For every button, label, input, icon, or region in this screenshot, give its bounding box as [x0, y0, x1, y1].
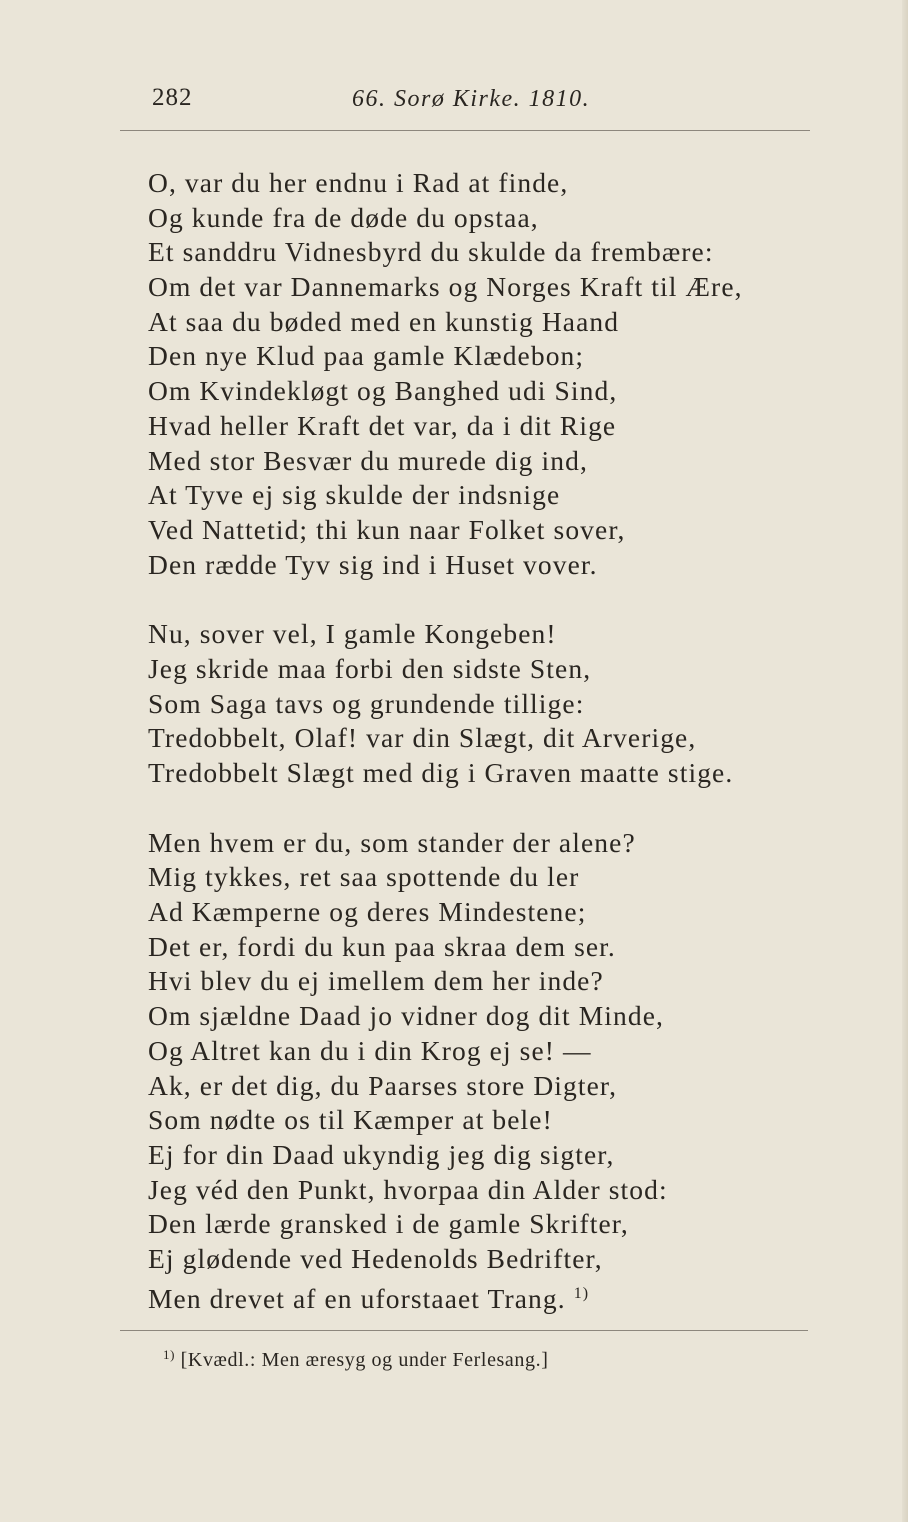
poem-line: Om sjældne Daad jo vidner dog dit Minde, — [148, 1000, 665, 1032]
poem-line: Tredobbelt, Olaf! var din Slægt, dit Arverige, — [148, 722, 697, 754]
poem-line: Som Saga tavs og grundende tillige: — [148, 687, 585, 719]
poem-line: Om det var Dannemarks og Norges Kraft til Ære, — [148, 271, 743, 303]
poem-line: Om Kvindekløgt og Banghed udi Sind, — [148, 375, 618, 407]
poem-line: Det er, fordi du kun paa skraa dem ser. — [148, 930, 616, 962]
poem-line: Og kunde fra de døde du opstaa, — [148, 201, 539, 233]
stanza — [148, 166, 848, 582]
poem-line: Og Altret kan du i din Krog ej se! — — [148, 1034, 592, 1066]
footnote-reference: 1) — [573, 1284, 590, 1302]
stanza — [148, 617, 848, 790]
poem-line: Den rædde Tyv sig ind i Huset vover. — [148, 548, 598, 580]
footnote — [163, 1347, 548, 1372]
poem-line: Men hvem er du, som stander der alene? — [148, 826, 636, 858]
header-rule — [120, 130, 810, 131]
poem-line: Den nye Klud paa gamle Klædebon; — [148, 340, 585, 372]
poem-line: Mig tykkes, ret saa spottende du ler — [148, 861, 580, 893]
footnote-marker: 1) — [163, 1347, 176, 1362]
running-header — [0, 84, 908, 120]
poem-line — [148, 1277, 848, 1312]
footnote-rule — [120, 1330, 808, 1331]
stanza — [148, 826, 848, 1312]
poem-line: Ak, er det dig, du Paarses store Digter, — [148, 1069, 618, 1101]
poem-line: Med stor Besvær du murede dig ind, — [148, 444, 588, 476]
poem-body — [148, 166, 848, 1314]
poem-line: Ved Nattetid; thi kun naar Folket sover, — [148, 513, 626, 545]
poem-line: O, var du her endnu i Rad at finde, — [148, 167, 569, 198]
poem-line: Jeg skride maa forbi den sidste Sten, — [148, 652, 592, 684]
poem-line: Ej glødende ved Hedenolds Bedrifter, — [148, 1242, 603, 1274]
poem-line: Jeg véd den Punkt, hvorpaa din Alder stod: — [148, 1173, 668, 1205]
poem-line: Ad Kæmperne og deres Mindestene; — [148, 896, 587, 928]
poem-line-text: Men drevet af en uforstaaet Trang. — [148, 1282, 566, 1314]
poem-line: Hvad heller Kraft det var, da i dit Rige — [148, 409, 617, 441]
poem-line: Den lærde gransked i de gamle Skrifter, — [148, 1208, 629, 1240]
poem-line: At Tyve ej sig skulde der indsnige — [148, 479, 561, 511]
poem-line: At saa du bøded med en kunstig Haand — [148, 305, 620, 337]
poem-line: Ej for din Daad ukyndig jeg dig sigter, — [148, 1138, 615, 1170]
poem-line: Som nødte os til Kæmper at bele! — [148, 1104, 553, 1136]
poem-line: Et sanddru Vidnesbyrd du skulde da frembære: — [148, 236, 714, 268]
footnote-text: [Kvædl.: Men æresyg og under Ferlesang.] — [180, 1349, 549, 1371]
poem-line: Tredobbelt Slægt med dig i Graven maatte stige. — [148, 757, 734, 788]
poem-line: Hvi blev du ej imellem dem her inde? — [148, 965, 604, 997]
poem-line: Nu, sover vel, I gamle Kongeben! — [148, 618, 557, 650]
page-number: 282 — [152, 84, 193, 111]
running-title: 66. Sorø Kirke. 1810. — [352, 86, 591, 112]
page-edge — [902, 0, 908, 1522]
